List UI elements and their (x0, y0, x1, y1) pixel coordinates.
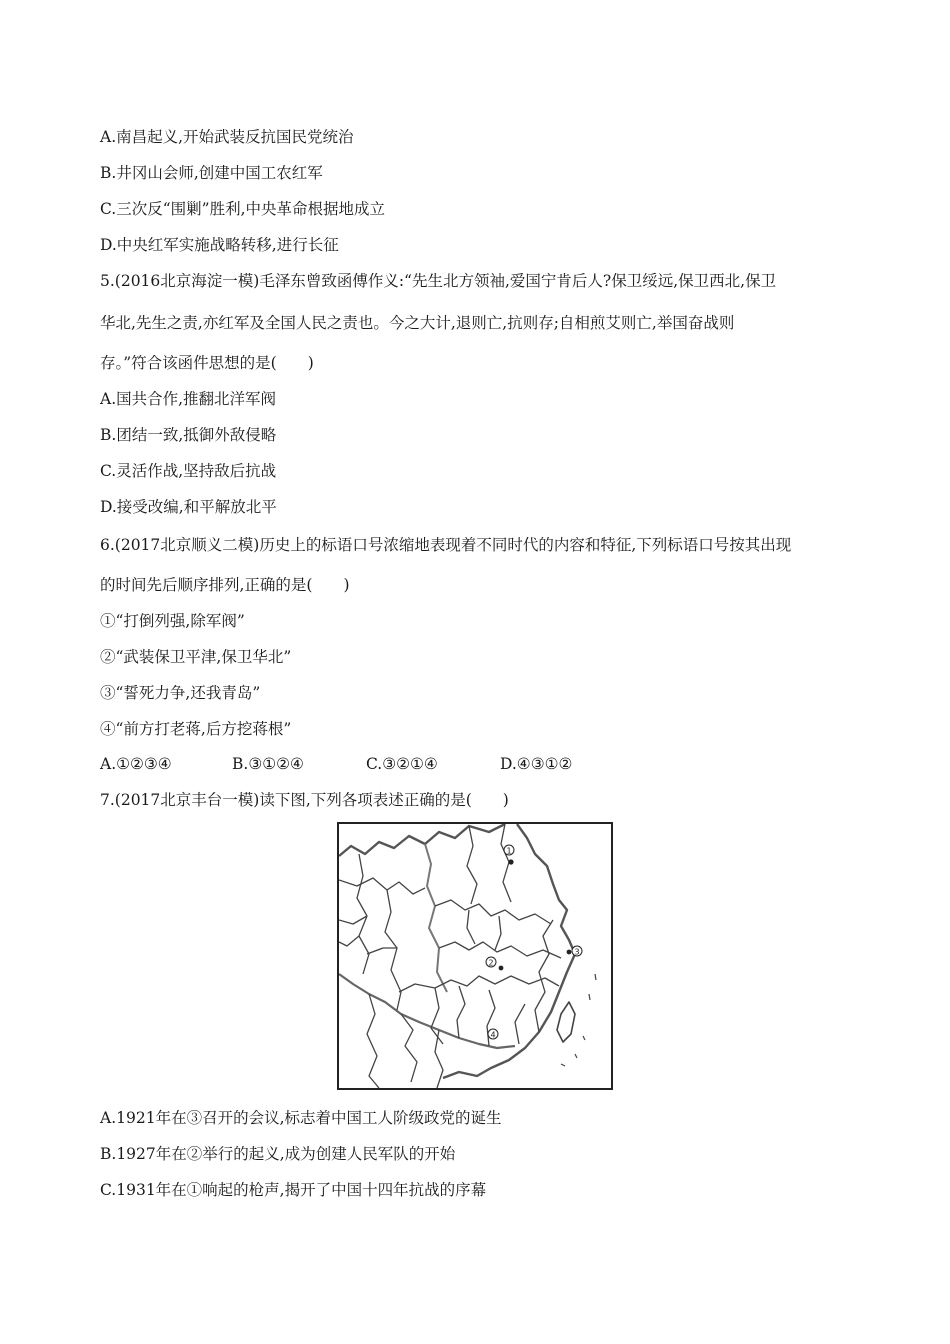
q5-stem-line-1: 5.(2016北京海淀一模)毛泽东曾致函傅作义:“先生北方领袖,爱国宁肯后人?保卫绥远,保卫西北,保卫 (100, 272, 777, 290)
q6-option-b: B.③①②④ (232, 755, 304, 773)
q6-slogan-4: ④“前方打老蒋,后方挖蒋根” (100, 720, 292, 738)
q6-slogan-3: ③“誓死力争,还我青岛” (100, 684, 261, 702)
q6-stem-line-2: 的时间先后顺序排列,正确的是( ) (100, 576, 350, 594)
map-marker-2 (486, 957, 503, 970)
svg-text:1: 1 (506, 846, 512, 856)
svg-text:2: 2 (488, 958, 494, 968)
q5-option-d: D.接受改编,和平解放北平 (100, 498, 277, 516)
q4-option-a: A.南昌起义,开始武装反抗国民党统治 (100, 128, 354, 146)
q6-option-c: C.③②①④ (366, 755, 438, 773)
map-marker-1 (504, 845, 514, 865)
q5-option-c: C.灵活作战,坚持敌后抗战 (100, 462, 277, 480)
svg-text:3: 3 (574, 947, 580, 957)
q6-option-a: A.①②③④ (100, 755, 172, 773)
q4-option-d: D.中央红军实施战略转移,进行长征 (100, 236, 339, 254)
q7-option-c: C.1931年在①响起的枪声,揭开了中国十四年抗战的序幕 (100, 1181, 487, 1199)
q4-option-b: B.井冈山会师,创建中国工农红军 (100, 164, 323, 182)
q5-option-b: B.团结一致,抵御外敌侵略 (100, 426, 277, 444)
q6-slogan-1: ①“打倒列强,除军阀” (100, 612, 245, 630)
q5-option-a: A.国共合作,推翻北洋军阀 (100, 390, 277, 408)
q6-option-d: D.④③①② (500, 755, 573, 773)
q6-slogan-2: ②“武装保卫平津,保卫华北” (100, 648, 292, 666)
china-map-drawing (339, 824, 611, 1088)
q4-option-c: C.三次反“围剿”胜利,中央革命根据地成立 (100, 200, 386, 218)
map-marker-4 (488, 1029, 498, 1040)
svg-text:4: 4 (490, 1030, 496, 1040)
q7-option-b: B.1927年在②举行的起义,成为创建人民军队的开始 (100, 1145, 456, 1163)
q7-option-a: A.1921年在③召开的会议,标志着中国工人阶级政党的诞生 (100, 1109, 502, 1127)
q5-stem-line-3: 存。”符合该函件思想的是( ) (100, 354, 314, 372)
china-map (337, 822, 613, 1090)
map-marker-3 (567, 946, 582, 957)
q6-options-row (100, 754, 572, 774)
q5-stem-line-2: 华北,先生之责,亦红军及全国人民之责也。今之大计,退则亡,抗则存;自相煎艾则亡,举国奋战则 (100, 314, 735, 332)
q6-stem-line-1: 6.(2017北京顺义二模)历史上的标语口号浓缩地表现着不同时代的内容和特征,下列标语口号按其出现 (100, 536, 792, 554)
q7-stem: 7.(2017北京丰台一模)读下图,下列各项表述正确的是( ) (100, 791, 509, 809)
